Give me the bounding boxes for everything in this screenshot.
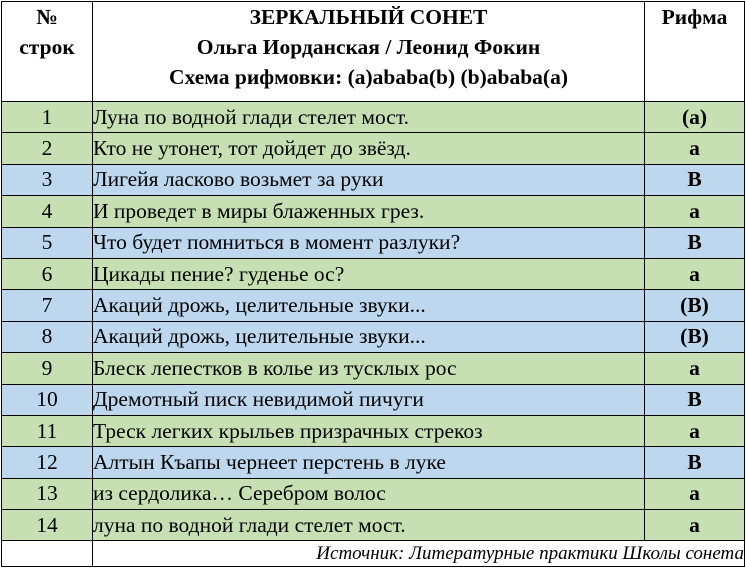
line-number: 1 [2, 102, 93, 133]
line-number: 5 [2, 227, 93, 258]
line-text: Лигейя ласково возьмет за руки [93, 164, 645, 195]
line-text: И проведет в миры блаженных грез. [93, 196, 645, 227]
line-number-header [2, 2, 93, 102]
rhyme-scheme: Схема рифмовки: (a)ababa(b) (b)ababa(a) [168, 65, 569, 89]
rhyme-mark: а [645, 478, 745, 509]
rhyme-header: Рифма [645, 2, 745, 102]
line-text: Кто не утонет, тот дойдет до звёзд. [93, 133, 645, 164]
line-text: Луна по водной глади стелет мост. [93, 102, 645, 133]
line-text: Дремотный писк невидимой пичуги [93, 384, 645, 415]
rhyme-mark: а [645, 415, 745, 446]
table-row [2, 227, 745, 258]
line-number: 14 [2, 510, 93, 541]
line-number: 8 [2, 321, 93, 352]
sonnet-table [1, 1, 745, 567]
line-text: из сердолика… Серебром волос [93, 478, 645, 509]
line-number: 12 [2, 447, 93, 478]
rhyme-mark: (а) [645, 102, 745, 133]
rhyme-mark: а [645, 510, 745, 541]
line-text: Треск легких крыльев призрачных стрекоз [93, 415, 645, 446]
table-row [2, 164, 745, 195]
rhyme-mark: а [645, 196, 745, 227]
line-number: 11 [2, 415, 93, 446]
line-number-header-label: строк [19, 35, 75, 59]
table-row [2, 133, 745, 164]
line-number: 6 [2, 258, 93, 289]
line-text: Акаций дрожь, целительные звуки... [93, 290, 645, 321]
line-number: 2 [2, 133, 93, 164]
line-number: 4 [2, 196, 93, 227]
line-text: луна по водной глади стелет мост. [93, 510, 645, 541]
rhyme-mark: а [645, 258, 745, 289]
table-row [2, 478, 745, 509]
line-number-header-symbol: № [36, 5, 58, 29]
sonnet-title: ЗЕРКАЛЬНЫЙ СОНЕТ [249, 5, 488, 29]
rhyme-mark: (В) [645, 290, 745, 321]
table-row [2, 415, 745, 446]
table-row [2, 510, 745, 541]
line-text: Что будет помниться в момент разлуки? [93, 227, 645, 258]
table-row [2, 353, 745, 384]
table-row [2, 447, 745, 478]
rhyme-mark: В [645, 384, 745, 415]
rhyme-mark: (В) [645, 321, 745, 352]
rhyme-mark: В [645, 447, 745, 478]
table-row [2, 196, 745, 227]
line-text: Блеск лепестков в колье из тусклых рос [93, 353, 645, 384]
table-row [2, 321, 745, 352]
line-text: Акаций дрожь, целительные звуки... [93, 321, 645, 352]
line-number: 7 [2, 290, 93, 321]
sonnet-authors: Ольга Иорданская / Леонид Фокин [196, 35, 541, 59]
rhyme-mark: а [645, 353, 745, 384]
rhyme-mark: В [645, 227, 745, 258]
sonnet-title-header [93, 2, 645, 102]
rhyme-mark: В [645, 164, 745, 195]
source-empty-cell [2, 541, 93, 567]
line-number: 3 [2, 164, 93, 195]
line-text: Цикады пение? гуденье ос? [93, 258, 645, 289]
table-row [2, 384, 745, 415]
line-text: Алтын Къапы чернеет перстень в луке [93, 447, 645, 478]
table-row [2, 290, 745, 321]
source-note: Источник: Литературные практики Школы сонета [93, 541, 745, 567]
table-row [2, 102, 745, 133]
header-row [2, 2, 745, 102]
line-number: 10 [2, 384, 93, 415]
table-row [2, 258, 745, 289]
line-number: 9 [2, 353, 93, 384]
rhyme-mark: а [645, 133, 745, 164]
source-row [2, 541, 745, 567]
line-number: 13 [2, 478, 93, 509]
